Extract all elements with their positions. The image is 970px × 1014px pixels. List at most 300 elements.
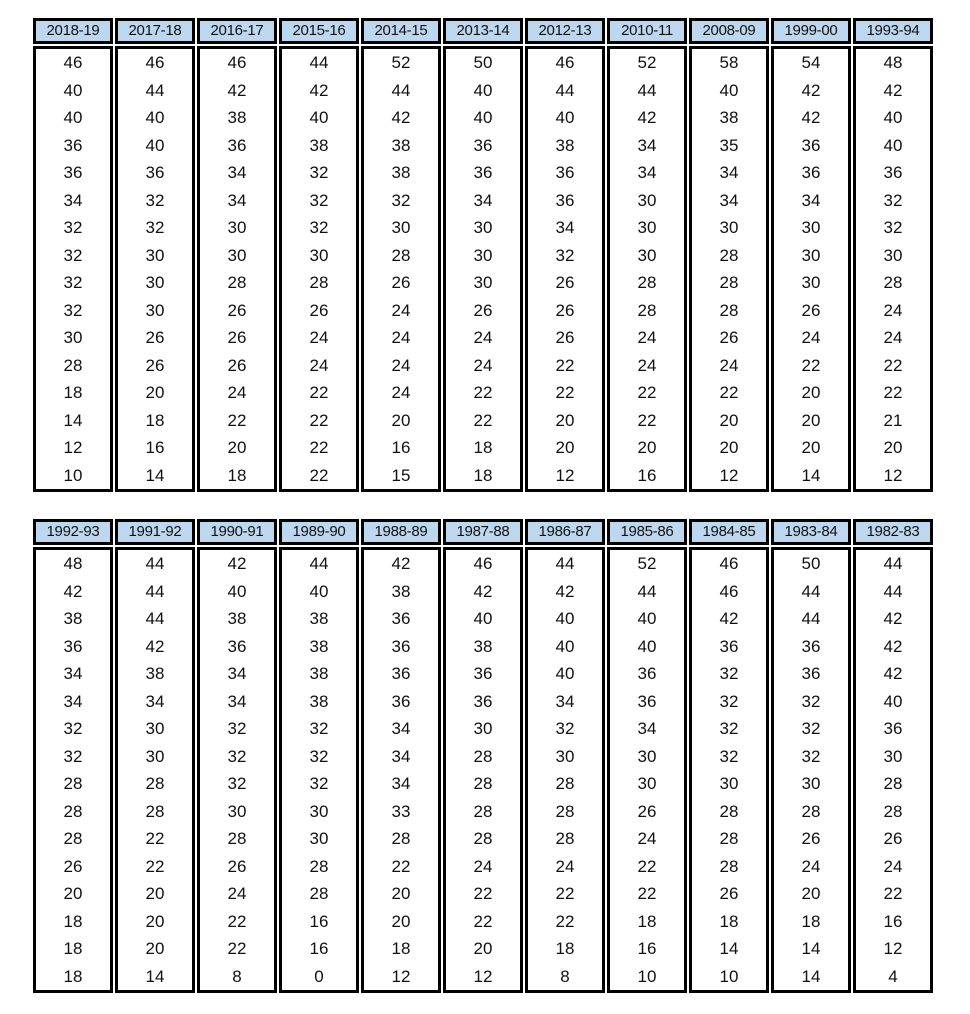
value-cell: 28 — [63, 774, 83, 793]
value-cell: 42 — [883, 636, 903, 656]
value-cell: 48 — [883, 53, 903, 72]
season-column — [279, 519, 359, 993]
value-cell: 36 — [883, 163, 903, 182]
value-cell: 20 — [883, 438, 903, 457]
value-cell: 18 — [473, 465, 493, 485]
values-box — [443, 547, 523, 993]
values-box — [607, 547, 687, 993]
values-box — [607, 46, 687, 492]
season-header: 2017-18 — [115, 18, 195, 44]
value-cell: 28 — [719, 300, 739, 320]
value-cell: 32 — [719, 719, 739, 738]
value-cell: 28 — [719, 273, 739, 292]
value-cell: 36 — [719, 636, 739, 656]
value-cell: 30 — [227, 245, 247, 265]
season-header: 1991-92 — [115, 519, 195, 545]
value-cell: 20 — [391, 410, 411, 430]
value-cell: 40 — [637, 636, 657, 656]
values-box — [443, 46, 523, 492]
value-cell: 16 — [883, 911, 903, 931]
value-cell: 24 — [637, 355, 657, 375]
value-cell: 21 — [883, 410, 903, 430]
season-column — [197, 18, 277, 492]
value-cell: 28 — [719, 801, 739, 821]
value-cell: 38 — [473, 636, 493, 656]
value-cell: 30 — [145, 746, 165, 766]
value-cell: 22 — [555, 383, 575, 402]
value-cell: 28 — [227, 829, 247, 848]
values-box — [33, 46, 113, 492]
value-cell: 20 — [391, 884, 411, 903]
value-cell: 18 — [63, 383, 83, 402]
value-cell: 22 — [473, 383, 493, 402]
value-cell: 24 — [555, 856, 575, 876]
value-cell: 42 — [309, 80, 329, 100]
value-cell: 28 — [883, 273, 903, 292]
value-cell: 34 — [63, 190, 83, 210]
value-cell: 28 — [391, 245, 411, 265]
value-cell: 32 — [309, 163, 329, 182]
value-cell: 44 — [145, 581, 165, 601]
value-cell: 40 — [63, 108, 83, 127]
value-cell: 32 — [227, 774, 247, 793]
season-column — [279, 18, 359, 492]
value-cell: 32 — [555, 719, 575, 738]
value-cell: 34 — [555, 218, 575, 237]
value-cell: 40 — [883, 135, 903, 155]
value-cell: 30 — [309, 801, 329, 821]
values-box — [33, 547, 113, 993]
value-cell: 22 — [883, 355, 903, 375]
value-cell: 42 — [883, 80, 903, 100]
value-cell: 38 — [555, 135, 575, 155]
value-cell: 34 — [719, 190, 739, 210]
season-column — [689, 519, 769, 993]
value-cell: 28 — [473, 829, 493, 848]
value-cell: 18 — [637, 911, 657, 931]
value-cell: 28 — [145, 801, 165, 821]
value-cell: 24 — [473, 328, 493, 347]
value-cell: 24 — [391, 383, 411, 402]
value-cell: 32 — [801, 719, 821, 738]
value-cell: 20 — [145, 911, 165, 931]
value-cell: 14 — [719, 939, 739, 958]
value-cell: 38 — [391, 163, 411, 182]
values-box — [279, 547, 359, 993]
value-cell: 36 — [801, 163, 821, 182]
season-header: 2014-15 — [361, 18, 441, 44]
value-cell: 18 — [63, 939, 83, 958]
value-cell: 22 — [555, 884, 575, 903]
value-cell: 28 — [473, 746, 493, 766]
value-cell: 26 — [719, 328, 739, 347]
value-cell: 26 — [719, 884, 739, 903]
value-cell: 32 — [63, 218, 83, 237]
value-cell: 26 — [801, 300, 821, 320]
value-cell: 40 — [473, 108, 493, 127]
value-cell: 32 — [801, 746, 821, 766]
value-cell: 44 — [555, 80, 575, 100]
value-cell: 30 — [227, 801, 247, 821]
season-column — [443, 519, 523, 993]
value-cell: 28 — [309, 273, 329, 292]
value-cell: 32 — [309, 719, 329, 738]
value-cell: 52 — [637, 53, 657, 72]
value-cell: 34 — [227, 190, 247, 210]
season-header: 1984-85 — [689, 519, 769, 545]
value-cell: 30 — [637, 245, 657, 265]
value-cell: 26 — [227, 355, 247, 375]
value-cell: 26 — [555, 300, 575, 320]
value-cell: 22 — [473, 884, 493, 903]
value-cell: 18 — [63, 911, 83, 931]
value-cell: 26 — [637, 801, 657, 821]
value-cell: 30 — [391, 218, 411, 237]
value-cell: 44 — [801, 609, 821, 628]
value-cell: 34 — [801, 190, 821, 210]
value-cell: 14 — [145, 966, 165, 986]
value-cell: 46 — [145, 53, 165, 72]
value-cell: 30 — [145, 719, 165, 738]
value-cell: 22 — [637, 884, 657, 903]
value-cell: 36 — [391, 636, 411, 656]
value-cell: 16 — [637, 939, 657, 958]
value-cell: 36 — [637, 664, 657, 683]
value-cell: 12 — [473, 966, 493, 986]
value-cell: 22 — [473, 410, 493, 430]
value-cell: 28 — [63, 355, 83, 375]
value-cell: 42 — [227, 554, 247, 573]
season-column — [525, 519, 605, 993]
value-cell: 30 — [637, 746, 657, 766]
value-cell: 32 — [719, 691, 739, 711]
value-cell: 28 — [309, 884, 329, 903]
value-cell: 32 — [227, 746, 247, 766]
season-header: 1982-83 — [853, 519, 933, 545]
value-cell: 46 — [719, 554, 739, 573]
values-box — [115, 46, 195, 492]
season-header: 1986-87 — [525, 519, 605, 545]
value-cell: 20 — [145, 383, 165, 402]
value-cell: 34 — [637, 719, 657, 738]
season-column — [361, 18, 441, 492]
value-cell: 46 — [63, 53, 83, 72]
value-cell: 26 — [145, 328, 165, 347]
value-cell: 44 — [883, 581, 903, 601]
value-cell: 12 — [391, 966, 411, 986]
value-cell: 10 — [719, 966, 739, 986]
value-cell: 36 — [801, 135, 821, 155]
value-cell: 44 — [145, 554, 165, 573]
value-cell: 34 — [391, 746, 411, 766]
values-box — [853, 46, 933, 492]
value-cell: 28 — [309, 856, 329, 876]
value-cell: 40 — [719, 80, 739, 100]
value-cell: 30 — [309, 245, 329, 265]
value-cell: 46 — [227, 53, 247, 72]
value-cell: 22 — [227, 911, 247, 931]
value-cell: 26 — [227, 856, 247, 876]
value-cell: 30 — [883, 746, 903, 766]
value-cell: 44 — [309, 554, 329, 573]
season-header: 1992-93 — [33, 519, 113, 545]
value-cell: 30 — [309, 829, 329, 848]
season-column — [115, 519, 195, 993]
value-cell: 30 — [883, 245, 903, 265]
value-cell: 32 — [309, 218, 329, 237]
value-cell: 36 — [473, 664, 493, 683]
value-cell: 24 — [883, 300, 903, 320]
value-cell: 18 — [145, 410, 165, 430]
value-cell: 10 — [63, 465, 83, 485]
value-cell: 12 — [555, 465, 575, 485]
value-cell: 30 — [637, 190, 657, 210]
value-cell: 20 — [555, 438, 575, 457]
value-cell: 26 — [391, 273, 411, 292]
value-cell: 36 — [391, 609, 411, 628]
value-cell: 30 — [145, 245, 165, 265]
value-cell: 30 — [801, 273, 821, 292]
season-column — [361, 519, 441, 993]
value-cell: 32 — [309, 774, 329, 793]
value-cell: 40 — [227, 581, 247, 601]
value-cell: 42 — [391, 554, 411, 573]
season-column — [853, 18, 933, 492]
value-cell: 24 — [801, 856, 821, 876]
value-cell: 46 — [473, 554, 493, 573]
value-cell: 30 — [801, 218, 821, 237]
value-cell: 30 — [145, 273, 165, 292]
value-cell: 36 — [801, 636, 821, 656]
value-cell: 40 — [555, 609, 575, 628]
value-cell: 34 — [637, 135, 657, 155]
value-cell: 46 — [719, 581, 739, 601]
value-cell: 42 — [883, 609, 903, 628]
values-box — [361, 547, 441, 993]
value-cell: 36 — [555, 190, 575, 210]
value-cell: 36 — [63, 636, 83, 656]
values-box — [525, 547, 605, 993]
season-header: 1993-94 — [853, 18, 933, 44]
value-cell: 20 — [719, 410, 739, 430]
value-cell: 32 — [883, 218, 903, 237]
value-cell: 38 — [309, 636, 329, 656]
season-header: 2016-17 — [197, 18, 277, 44]
value-cell: 36 — [473, 163, 493, 182]
value-cell: 36 — [801, 664, 821, 683]
value-cell: 28 — [145, 774, 165, 793]
value-cell: 8 — [232, 966, 242, 986]
values-box — [115, 547, 195, 993]
value-cell: 20 — [555, 410, 575, 430]
value-cell: 30 — [473, 218, 493, 237]
value-cell: 26 — [63, 856, 83, 876]
value-cell: 16 — [145, 438, 165, 457]
value-cell: 20 — [801, 410, 821, 430]
value-cell: 28 — [63, 829, 83, 848]
season-column — [115, 18, 195, 492]
value-cell: 20 — [473, 939, 493, 958]
value-cell: 22 — [473, 911, 493, 931]
value-cell: 12 — [63, 438, 83, 457]
value-cell: 36 — [391, 691, 411, 711]
value-cell: 32 — [63, 300, 83, 320]
value-cell: 20 — [63, 884, 83, 903]
value-cell: 14 — [801, 465, 821, 485]
value-cell: 24 — [473, 355, 493, 375]
value-cell: 34 — [227, 163, 247, 182]
value-cell: 34 — [63, 664, 83, 683]
value-cell: 22 — [145, 829, 165, 848]
value-cell: 30 — [145, 300, 165, 320]
value-cell: 36 — [637, 691, 657, 711]
value-cell: 44 — [309, 53, 329, 72]
value-cell: 22 — [719, 383, 739, 402]
value-cell: 24 — [473, 856, 493, 876]
value-cell: 32 — [719, 664, 739, 683]
season-column — [33, 519, 113, 993]
value-cell: 40 — [637, 609, 657, 628]
value-cell: 28 — [637, 300, 657, 320]
value-cell: 28 — [473, 801, 493, 821]
value-cell: 38 — [309, 664, 329, 683]
value-cell: 42 — [145, 636, 165, 656]
value-cell: 36 — [391, 664, 411, 683]
value-cell: 24 — [391, 328, 411, 347]
value-cell: 44 — [145, 609, 165, 628]
season-header: 1983-84 — [771, 519, 851, 545]
value-cell: 42 — [555, 581, 575, 601]
value-cell: 30 — [719, 218, 739, 237]
value-cell: 32 — [63, 746, 83, 766]
value-cell: 18 — [227, 465, 247, 485]
season-header: 2015-16 — [279, 18, 359, 44]
value-cell: 30 — [473, 719, 493, 738]
value-cell: 38 — [309, 135, 329, 155]
value-cell: 36 — [555, 163, 575, 182]
value-cell: 44 — [391, 80, 411, 100]
value-cell: 35 — [719, 135, 739, 155]
value-cell: 32 — [719, 746, 739, 766]
season-column — [443, 18, 523, 492]
value-cell: 22 — [637, 383, 657, 402]
value-cell: 26 — [801, 829, 821, 848]
values-box — [197, 46, 277, 492]
value-cell: 22 — [637, 856, 657, 876]
value-cell: 0 — [314, 966, 324, 986]
value-cell: 32 — [309, 746, 329, 766]
value-cell: 50 — [473, 53, 493, 72]
value-cell: 22 — [555, 911, 575, 931]
season-column — [853, 519, 933, 993]
value-cell: 40 — [473, 80, 493, 100]
value-cell: 20 — [227, 438, 247, 457]
value-cell: 22 — [309, 383, 329, 402]
value-cell: 34 — [555, 691, 575, 711]
value-cell: 54 — [801, 53, 821, 72]
value-cell: 46 — [555, 53, 575, 72]
value-cell: 18 — [555, 939, 575, 958]
value-cell: 38 — [227, 609, 247, 628]
value-cell: 20 — [145, 884, 165, 903]
value-cell: 42 — [63, 581, 83, 601]
value-cell: 18 — [63, 966, 83, 986]
value-cell: 28 — [227, 273, 247, 292]
values-box — [771, 547, 851, 993]
value-cell: 14 — [801, 939, 821, 958]
value-cell: 42 — [883, 664, 903, 683]
value-cell: 38 — [63, 609, 83, 628]
value-cell: 34 — [145, 691, 165, 711]
value-cell: 36 — [145, 163, 165, 182]
value-cell: 30 — [473, 245, 493, 265]
value-cell: 44 — [637, 581, 657, 601]
value-cell: 36 — [63, 163, 83, 182]
value-cell: 38 — [309, 609, 329, 628]
value-cell: 22 — [883, 884, 903, 903]
season-header: 2008-09 — [689, 18, 769, 44]
value-cell: 40 — [555, 664, 575, 683]
value-cell: 18 — [473, 438, 493, 457]
value-cell: 32 — [883, 190, 903, 210]
value-cell: 26 — [227, 328, 247, 347]
value-cell: 26 — [145, 355, 165, 375]
value-cell: 40 — [883, 691, 903, 711]
value-cell: 12 — [883, 939, 903, 958]
value-cell: 42 — [719, 609, 739, 628]
value-cell: 34 — [719, 163, 739, 182]
value-cell: 20 — [391, 911, 411, 931]
value-cell: 40 — [145, 108, 165, 127]
value-cell: 40 — [309, 108, 329, 127]
value-cell: 38 — [391, 581, 411, 601]
value-cell: 20 — [801, 884, 821, 903]
value-cell: 28 — [63, 801, 83, 821]
values-box — [771, 46, 851, 492]
value-cell: 10 — [637, 966, 657, 986]
season-header: 1988-89 — [361, 519, 441, 545]
value-cell: 24 — [227, 383, 247, 402]
values-box — [197, 547, 277, 993]
season-column — [33, 18, 113, 492]
value-cell: 28 — [883, 774, 903, 793]
value-cell: 26 — [883, 829, 903, 848]
value-cell: 42 — [801, 108, 821, 127]
value-cell: 32 — [227, 719, 247, 738]
value-cell: 28 — [719, 856, 739, 876]
season-column — [771, 519, 851, 993]
value-cell: 22 — [309, 465, 329, 485]
value-cell: 32 — [145, 218, 165, 237]
values-box — [689, 547, 769, 993]
value-cell: 32 — [309, 190, 329, 210]
value-cell: 36 — [227, 135, 247, 155]
values-box — [525, 46, 605, 492]
value-cell: 32 — [801, 691, 821, 711]
value-cell: 14 — [63, 410, 83, 430]
season-column — [197, 519, 277, 993]
value-cell: 34 — [637, 163, 657, 182]
value-cell: 36 — [473, 135, 493, 155]
season-column — [771, 18, 851, 492]
value-cell: 34 — [391, 719, 411, 738]
value-cell: 44 — [801, 581, 821, 601]
value-cell: 42 — [227, 80, 247, 100]
value-cell: 26 — [227, 300, 247, 320]
value-cell: 38 — [391, 135, 411, 155]
value-cell: 20 — [145, 939, 165, 958]
value-cell: 50 — [801, 554, 821, 573]
